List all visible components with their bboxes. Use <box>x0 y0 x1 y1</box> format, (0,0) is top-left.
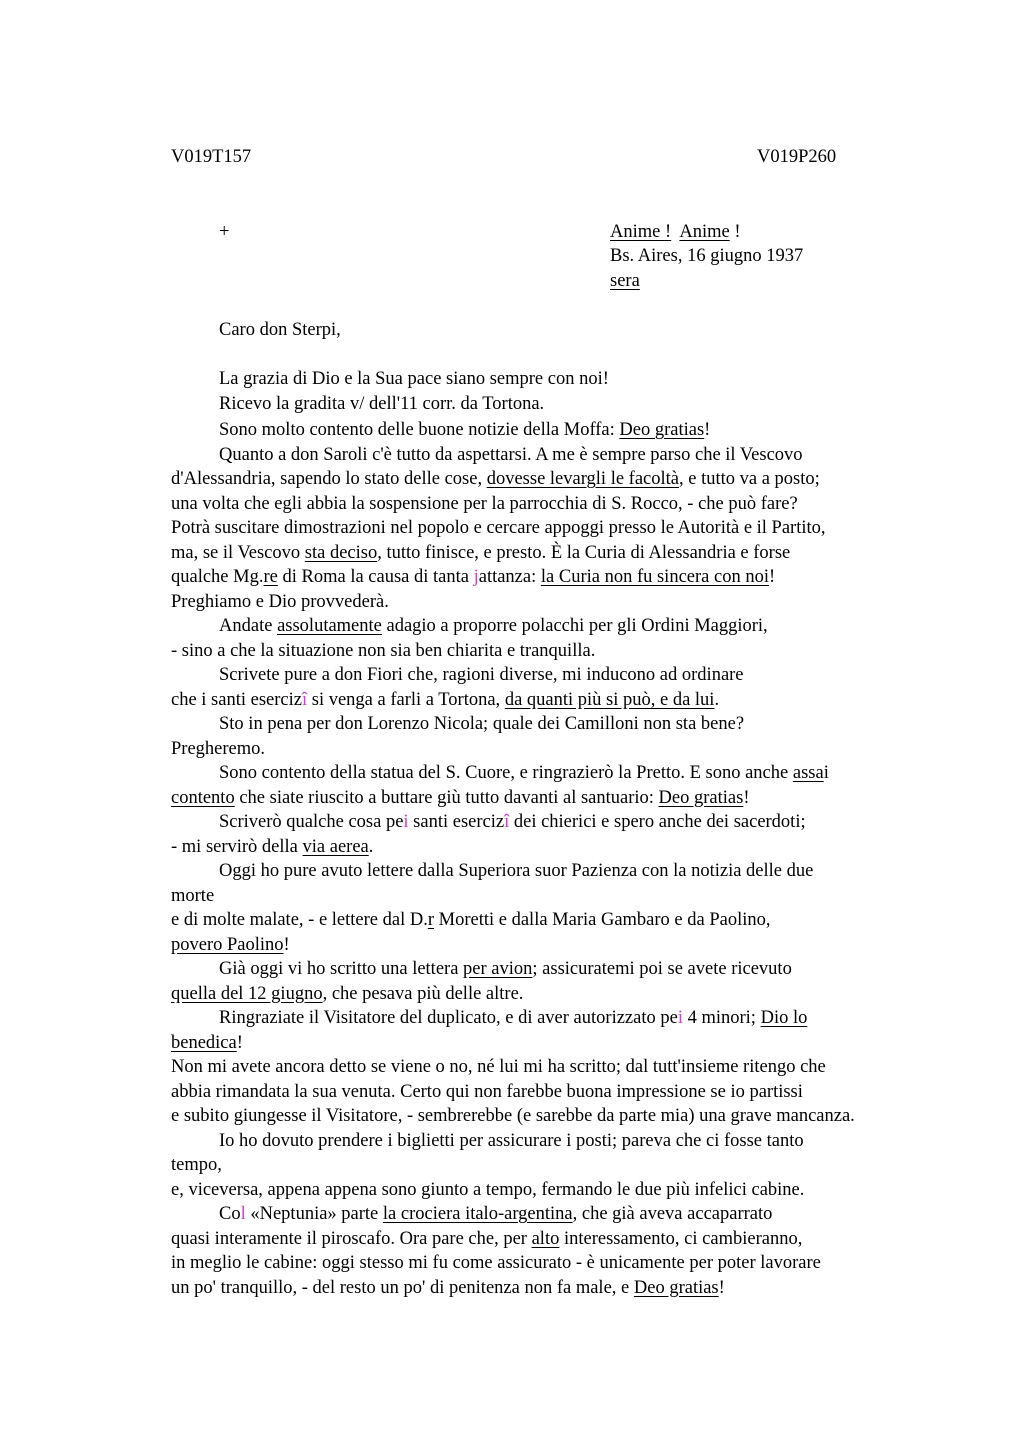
paragraph-9-line: Scriverò qualche cosa pei santi esercizî dei chierici e spero anche dei sacerdoti; <box>219 812 806 832</box>
document-code-right: V019P260 <box>757 147 837 167</box>
paragraph-12-line: Ringraziate il Visitatore del duplicato, e di aver autorizzato pei 4 minori; Dio lo <box>219 1008 808 1028</box>
paragraph-10-line: morte <box>171 885 215 906</box>
time-of-day: sera <box>610 271 640 291</box>
paragraph-8-line: Sono contento della statua del S. Cuore, e ringrazierò la Pretto. E sono anche assai <box>219 763 829 783</box>
paragraph-12-line: abbia rimandata la sua venuta. Certo qui non farebbe buona impressione se io partissi <box>171 1081 803 1102</box>
paragraph-4-line: qualche Mg.re di Roma la causa di tanta jattanza: la Curia non fu sincera con noi! <box>171 567 776 587</box>
motto <box>610 222 741 243</box>
motto-part-1: Anime ! <box>610 222 672 242</box>
paragraph-13-line: e, viceversa, appena appena sono giunto a tempo, fermando le due più infelici cabine. <box>171 1179 805 1200</box>
paragraph-5-line: Andate assolutamente adagio a proporre polacchi per gli Ordini Maggiori, <box>219 616 768 636</box>
paragraph-4-line: d'Alessandria, sapendo lo stato delle cose, dovesse levargli le facoltà, e tutto va a posto; <box>171 469 820 489</box>
paragraph-12-line: e subito giungesse il Visitatore, - sembrerebbe (e sarebbe da parte mia) una grave mancanza. <box>171 1106 855 1126</box>
paragraph-11-line: quella del 12 giugno, che pesava più delle altre. <box>171 983 524 1004</box>
greeting: Caro don Sterpi, <box>219 320 341 340</box>
paragraph-4-line: ma, se il Vescovo sta deciso, tutto finisce, e presto. È la Curia di Alessandria e forse <box>171 542 791 563</box>
place-date: Bs. Aires, 16 giugno 1937 <box>610 246 804 266</box>
paragraph-2: Ricevo la gradita v/ dell'11 corr. da Tortona. <box>219 394 545 414</box>
paragraph-12-line: benedica! <box>171 1032 243 1053</box>
paragraph-14-line: quasi interamente il piroscafo. Ora pare che, per alto interessamento, ci cambieranno, <box>171 1228 803 1249</box>
paragraph-7-line: Pregheremo. <box>171 738 266 759</box>
motto-end: ! <box>734 222 741 242</box>
paragraph-10-line: povero Paolino! <box>171 934 290 955</box>
paragraph-6-line: Scrivete pure a don Fiori che, ragioni diverse, mi inducono ad ordinare <box>219 665 744 685</box>
paragraph-4-line: Potrà suscitare dimostrazioni nel popolo e cercare appoggi presso le Autorità e il Partito, <box>171 518 826 538</box>
paragraph-10-line: e di molte malate, - e lettere dal D.r Moretti e dalla Maria Gambaro e da Paolino, <box>171 910 771 930</box>
paragraph-6-line: che i santi esercizî si venga a farli a Tortona, da quanti più si può, e da lui. <box>171 689 720 710</box>
paragraph-4-line: Quanto a don Saroli c'è tutto da aspettarsi. A me è sempre parso che il Vescovo <box>219 444 803 465</box>
document-code-left: V019T157 <box>171 147 252 167</box>
paragraph-3: Sono molto contento delle buone notizie della Moffa: Deo gratias! <box>219 420 711 440</box>
paragraph-5-line: - sino a che la situazione non sia ben chiarita e tranquilla. <box>171 640 596 661</box>
paragraph-11-line: Già oggi vi ho scritto una lettera per avion; assicuratemi poi se avete ricevuto <box>219 959 792 979</box>
paragraph-14-line: Col «Neptunia» parte la crociera italo-argentina, che già aveva accaparrato <box>219 1204 773 1224</box>
paragraph-9-line: - mi servirò della via aerea. <box>171 836 374 857</box>
paragraph-14-line: un po' tranquillo, - del resto un po' di penitenza non fa male, e Deo gratias! <box>171 1277 725 1298</box>
paragraph-1: La grazia di Dio e la Sua pace siano sempre con noi! <box>219 369 609 389</box>
paragraph-8-line: contento che siate riuscito a buttare giù tutto davanti al santuario: Deo gratias! <box>171 787 750 808</box>
paragraph-13-line: Io ho dovuto prendere i biglietti per assicurare i posti; pareva che ci fosse tanto <box>219 1130 804 1151</box>
letter-body <box>171 418 971 1300</box>
paragraph-4-line: una volta che egli abbia la sospensione per la parrocchia di S. Rocco, - che può fare? <box>171 493 798 514</box>
cross-symbol: + <box>219 222 230 242</box>
paragraph-4-line: Preghiamo e Dio provvederà. <box>171 591 389 612</box>
motto-part-2: Anime <box>679 222 730 242</box>
paragraph-14-line: in meglio le cabine: oggi stesso mi fu come assicurato - è unicamente per poter lavorare <box>171 1253 821 1273</box>
paragraph-10-line: Oggi ho pure avuto lettere dalla Superiora suor Pazienza con la notizia delle due <box>219 861 814 881</box>
paragraph-7-line: Sto in pena per don Lorenzo Nicola; quale dei Camilloni non sta bene? <box>219 714 745 734</box>
paragraph-13-line: tempo, <box>171 1155 222 1175</box>
paragraph-12-line: Non mi avete ancora detto se viene o no, né lui mi ha scritto; dal tutt'insieme ritengo che <box>171 1057 826 1077</box>
